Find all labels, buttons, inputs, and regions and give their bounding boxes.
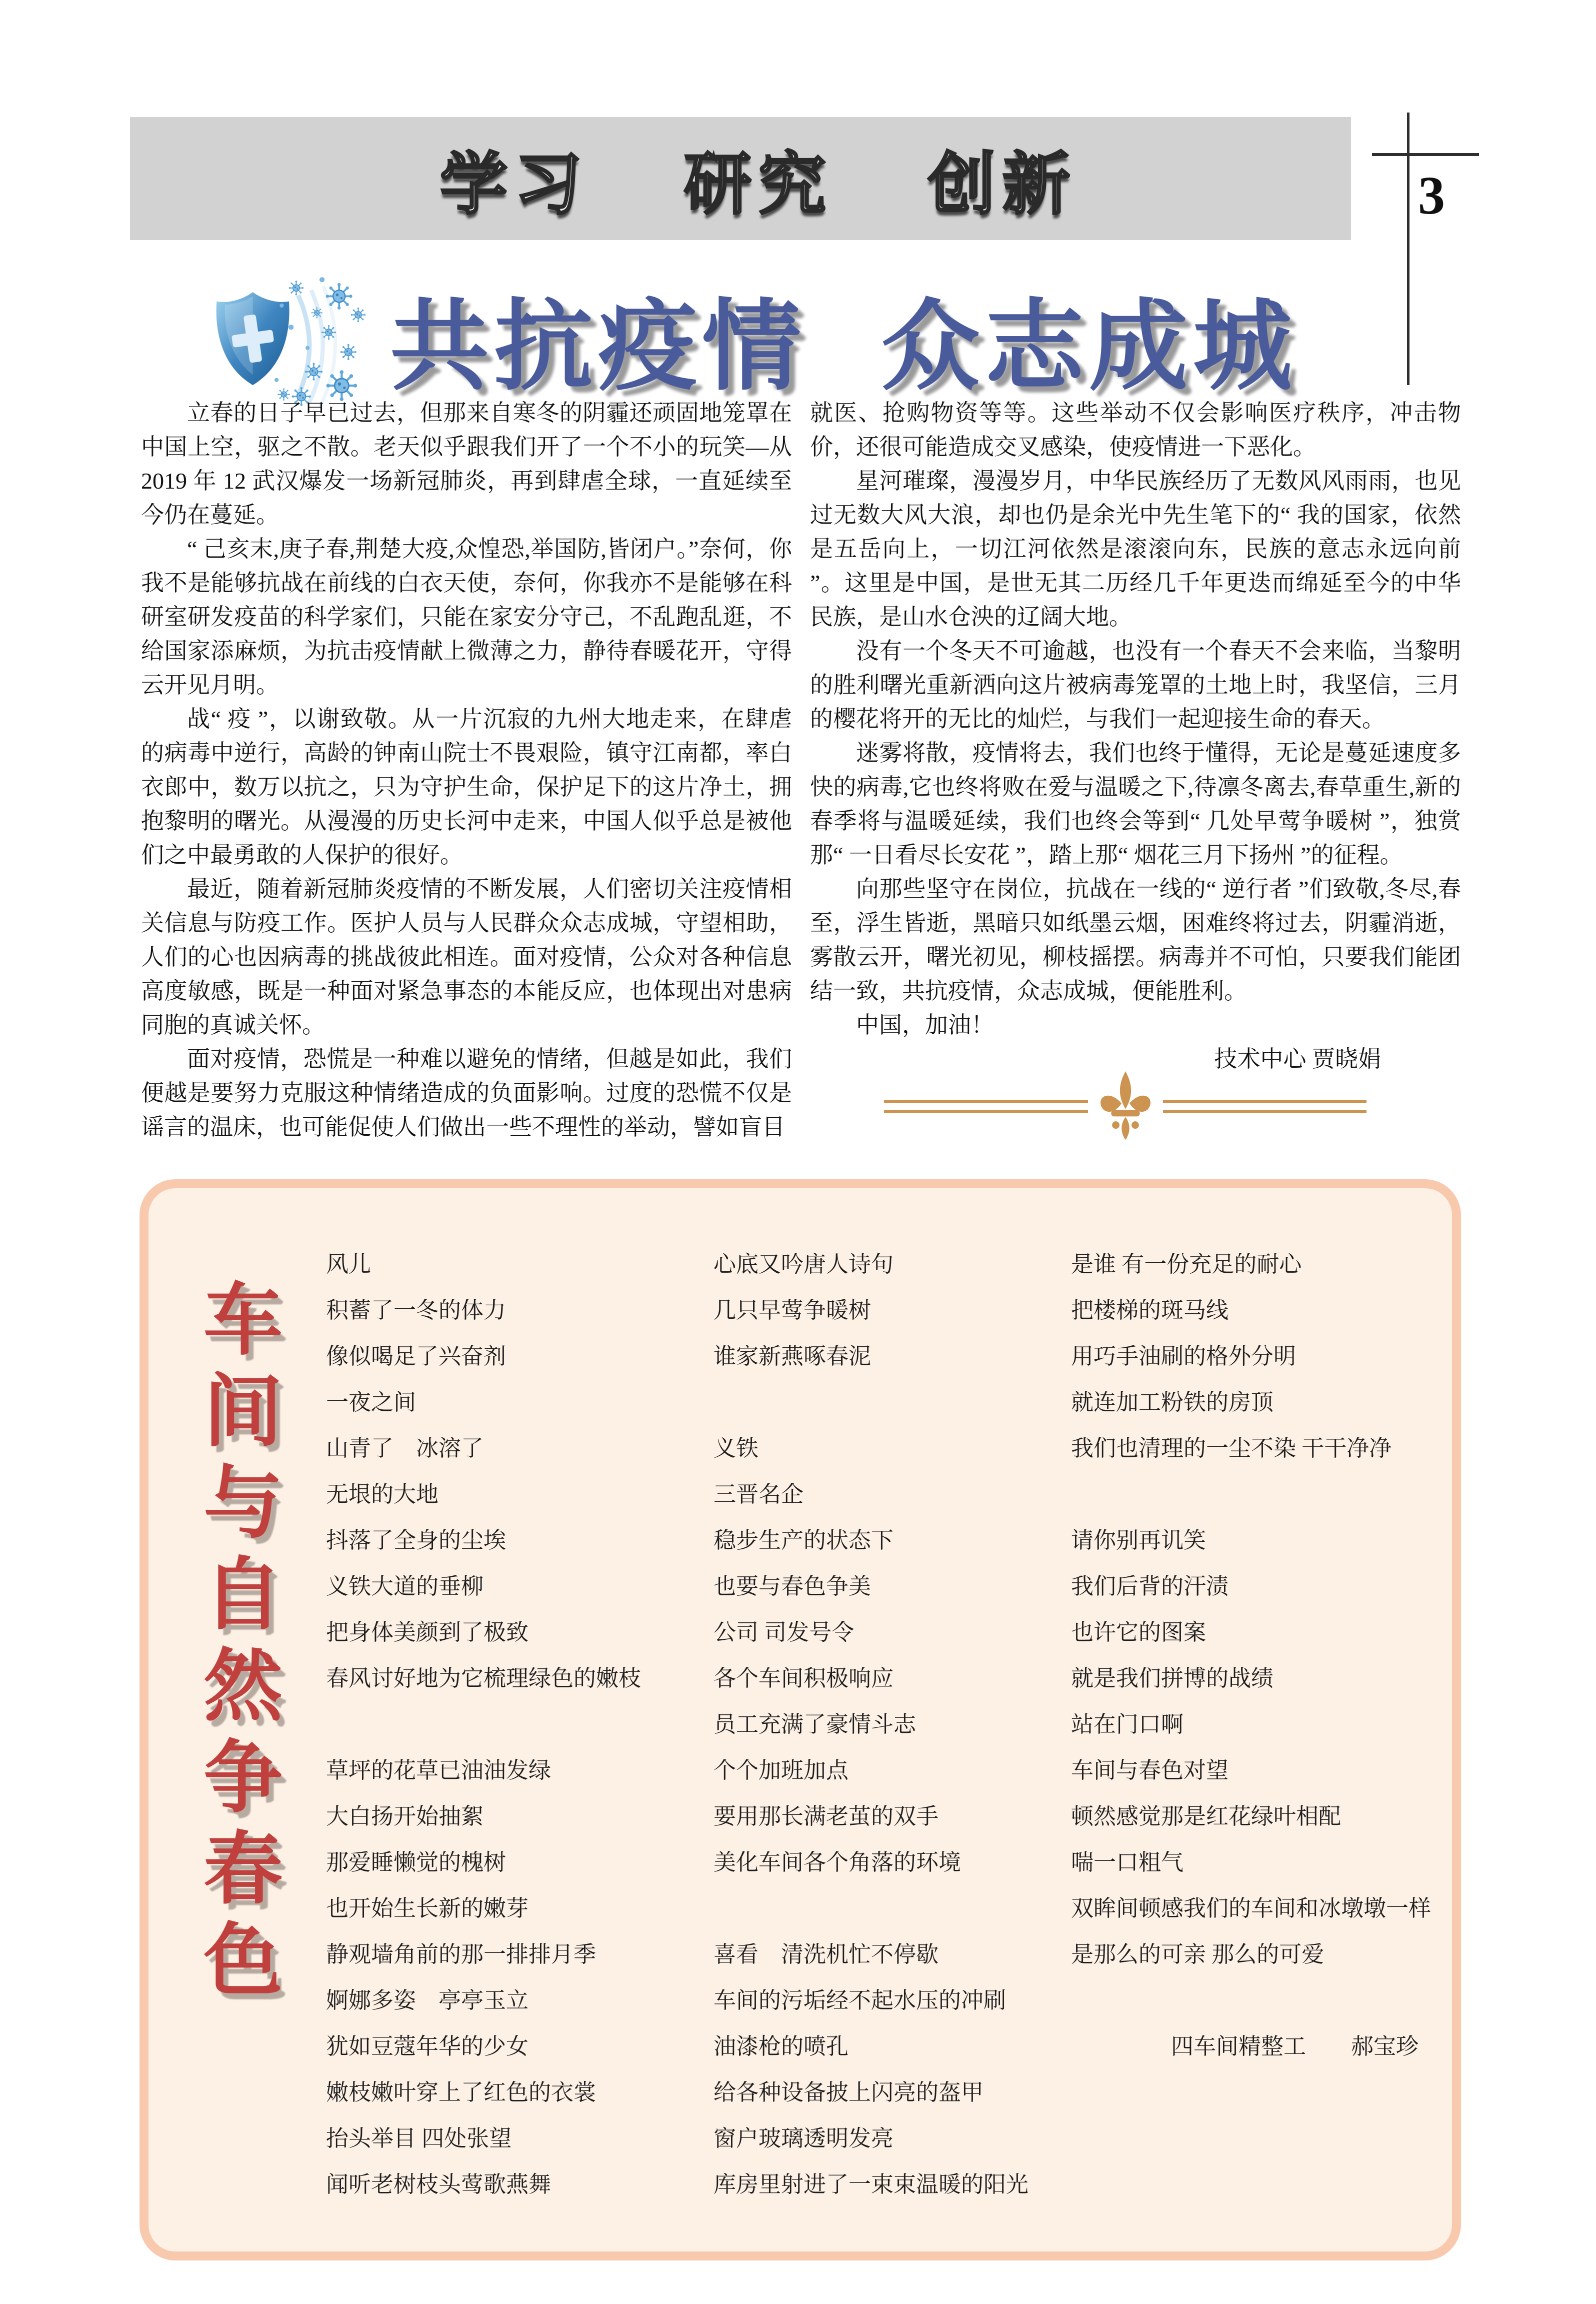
poem-column-2: [714, 1241, 1071, 2207]
poem-line: [714, 1885, 1071, 1931]
poem-title-char: 争: [204, 1735, 282, 1822]
article-byline: 技术中心 贾晓娟: [1214, 1046, 1381, 1072]
poem-line: 用巧手油刷的格外分明: [1071, 1344, 1296, 1369]
paragraph: 战“ 疫 ”，以谢致敬。从一片沉寂的九州大地走来，在肆虐的病毒中逆行，高龄的钟南山院士不畏艰险，镇守江南都，率白衣郎中，数万以抗之，只为守护生命，保护足下的这片净土，拥抱黎明的曙光。从漫漫的历史长河中走来，中国人似乎总是被他们之中最勇敢的人保护的很好。: [141, 706, 792, 868]
poem-line: 车间与春色对望: [1071, 1758, 1229, 1783]
closing-line: 中国，加油！: [856, 1012, 994, 1038]
poem-line: 山青了 冰溶了: [326, 1436, 484, 1461]
poem-line: 也开始生长新的嫩芽: [326, 1896, 529, 1921]
poem-line: 喜看 清洗机忙不停歇: [714, 1942, 939, 1967]
poem-line: 窗户玻璃透明发亮: [714, 2126, 894, 2151]
paragraph: 立春的日子早已过去，但那来自寒冬的阴霾还顽固地笼罩在中国上空，驱之不散。老天似乎跟我们开了一个不小的玩笑—从2019 年 12 武汉爆发一场新冠肺炎，再到肆虐全球，一直延续至今仍在蔓延。: [141, 400, 792, 528]
poem-line: 也许它的图案: [1071, 1620, 1206, 1645]
poem-line: 我们也清理的一尘不染 干干净净: [1071, 1436, 1392, 1461]
paragraph: 就医、抢购物资等等。这些举动不仅会影响医疗秩序，冲击物价，还很可能造成交叉感染，使疫情进一下恶化。: [810, 400, 1461, 460]
poem-line: 请你别再讥笑: [1071, 1528, 1206, 1553]
poem-line: 把楼梯的斑马线: [1071, 1298, 1229, 1323]
poem-line: 员工充满了豪情斗志: [714, 1712, 916, 1737]
poem-line: [1071, 2115, 1451, 2161]
poem-title-char: 然: [204, 1643, 282, 1731]
poem-column-3: [1071, 1241, 1451, 2207]
poem-title-char: 自: [204, 1552, 282, 1639]
poem-line: 双眸间顿感我们的车间和冰墩墩一样: [1071, 1896, 1432, 1921]
poem-line: 库房里射进了一束束温暖的阳光: [714, 2172, 1029, 2197]
article-left-column: [141, 396, 792, 1144]
shield-virus-icon: [212, 265, 368, 410]
poem-column-1: [326, 1241, 714, 2207]
fleur-de-lis-icon: [1088, 1064, 1163, 1149]
paragraph: 最近，随着新冠肺炎疫情的不断发展，人们密切关注疫情相关信息与防疫工作。医护人员与人民群众众志成城，守望相助，人们的心也因病毒的挑战彼此相连。面对疫情，公众对各种信息高度敏感，既是一种面对紧急事态的本能反应，也体现出对患病同胞的真诚关怀。: [141, 876, 792, 1038]
poem-line: [326, 1701, 714, 1747]
banner-word: 研究: [684, 148, 833, 223]
poem-line: 几只早莺争暖树: [714, 1298, 872, 1323]
paragraph: 迷雾将散，疫情将去，我们也终于懂得，无论是蔓延速度多快的病毒,它也终将败在爱与温暖之下,待凛冬离去,春草重生,新的春季将与温暖延续，我们也终会等到“ 几处早莺争暖树 ”，独赏那“ 一日看尽长安花 ”，踏上那“ 烟花三月下扬州 ”的征程。: [810, 740, 1461, 868]
banner-word: 创新: [928, 148, 1077, 223]
article-headline: [390, 273, 1470, 403]
section-divider: [884, 1064, 1366, 1149]
poem-line: [1071, 2161, 1451, 2207]
page-number: 3: [1418, 166, 1445, 226]
poem-line: 积蓄了一冬的体力: [326, 1298, 506, 1323]
poem-title-char: 色: [204, 1918, 282, 2005]
paragraph: 没有一个冬天不可逾越，也没有一个春天不会来临，当黎明的胜利曙光重新洒向这片被病毒笼罩的土地上时，我坚信，三月的樱花将开的无比的灿烂，与我们一起迎接生命的春天。: [810, 638, 1461, 732]
poem-line: 就是我们拼博的战绩: [1071, 1666, 1274, 1691]
poem-line: 像似喝足了兴奋剂: [326, 1344, 506, 1369]
poem-line: 草坪的花草已油油发绿: [326, 1758, 552, 1783]
poem-line: 美化车间各个角落的环境: [714, 1850, 962, 1875]
poem-line: 是那么的可亲 那么的可爱: [1071, 1942, 1324, 1967]
poem-line: 是谁 有一份充足的耐心: [1071, 1252, 1302, 1277]
poem-byline: 四车间精整工 郝宝珍: [1171, 2034, 1419, 2059]
poem-columns: [326, 1241, 1451, 2207]
headline-part-1: 共抗疫情: [390, 292, 806, 402]
divider-line-right: [1163, 1100, 1367, 1113]
poem-line: 车间的污垢经不起水压的冲刷: [714, 1988, 1006, 2013]
poem-line: 犹如豆蔻年华的少女: [326, 2034, 529, 2059]
poem-line: 抖落了全身的尘埃: [326, 1528, 506, 1553]
poem-line: 要用那长满老茧的双手: [714, 1804, 939, 1829]
poem-line: 闻听老树枝头莺歌燕舞: [326, 2172, 552, 2197]
paragraph: 面对疫情，恐慌是一种难以避免的情绪，但越是如此，我们便越是要努力克服这种情绪造成的负面影响。过度的恐慌不仅是谣言的温床，也可能促使人们做出一些不理性的举动，譬如盲目: [141, 1046, 792, 1140]
poem-line: 各个车间积极响应: [714, 1666, 894, 1691]
poem-line: 心底又吟唐人诗句: [714, 1252, 894, 1277]
poem-line: 春风讨好地为它梳理绿色的嫩枝: [326, 1666, 642, 1691]
poem-line: [1071, 1471, 1451, 1517]
poem-line: 谁家新燕啄春泥: [714, 1344, 872, 1369]
poem-line: 也要与春色争美: [714, 1574, 872, 1599]
poem-line: 公司 司发号令: [714, 1620, 854, 1645]
poem-title-char: 春: [204, 1826, 282, 1914]
poem-line: 把身体美颜到了极致: [326, 1620, 529, 1645]
paragraph: “ 己亥末,庚子春,荆楚大疫,众惶恐,举国防,皆闭户。”奈何，你我不是能够抗战在前线的白衣天使，奈何，你我亦不是能够在科研室研发疫苗的科学家们，只能在家安分守己，不乱跑乱逛，不给国家添麻烦，为抗击疫情献上微薄之力，静待春暖花开，守得云开见月明。: [141, 536, 792, 698]
poem-line: 抬头举目 四处张望: [326, 2126, 512, 2151]
poem-line: 那爱睡懒觉的槐树: [326, 1850, 506, 1875]
poem-line: 给各种设备披上闪亮的盔甲: [714, 2080, 984, 2105]
poem-vertical-title: [168, 1275, 318, 2007]
poem-title-char: 车: [204, 1277, 282, 1365]
poem-line: 油漆枪的喷孔: [714, 2034, 849, 2059]
banner-word: 学习: [440, 148, 589, 223]
poem-line: 个个加班加点: [714, 1758, 849, 1783]
poem-line: 义铁: [714, 1436, 759, 1461]
poem-line: 无垠的大地: [326, 1482, 439, 1507]
poem-line: 站在门口啊: [1071, 1712, 1184, 1737]
poem-line: 就连加工粉铁的房顶: [1071, 1390, 1274, 1415]
crop-mark-horizontal: [1372, 153, 1479, 156]
poem-line: 义铁大道的垂柳: [326, 1574, 484, 1599]
poem-line: 喘一口粗气: [1071, 1850, 1184, 1875]
poem-line: 一夜之间: [326, 1390, 416, 1415]
poem-line: 风儿: [326, 1252, 372, 1277]
poem-line: 婀娜多姿 亭亭玉立: [326, 1988, 529, 2013]
poem-line: 顿然感觉那是红花绿叶相配: [1071, 1804, 1342, 1829]
poem-line: 我们后背的汗渍: [1071, 1574, 1229, 1599]
poem-line: 静观墙角前的那一排排月季: [326, 1942, 596, 1967]
poem-line: 稳步生产的状态下: [714, 1528, 894, 1553]
paragraph: 星河璀璨，漫漫岁月，中华民族经历了无数风风雨雨，也见过无数大风大浪，却也仍是余光中先生笔下的“ 我的国家，依然是五岳向上，一切江河依然是滚滚向东，民族的意志永远向前 ”。这里是中国，是世无其二历经几千年更迭而绵延至今的中华民族，是山水仓泱的辽阔大地。: [810, 468, 1461, 630]
poem-line: [1071, 2069, 1451, 2115]
headline-part-2: 众志成城: [881, 292, 1297, 402]
article-right-column: [810, 396, 1461, 1076]
poem-line: 三晋名企: [714, 1482, 804, 1507]
paragraph: 向那些坚守在岗位，抗战在一线的“ 逆行者 ”们致敬,冬尽,春至，浮生皆逝，黑暗只如纸墨云烟，困难终将过去，阴霾消逝，雾散云开，曙光初见，柳枝摇摆。病毒并不可怕，只要我们能团结一致，共抗疫情，众志成城，便能胜利。: [810, 876, 1461, 1004]
poem-title-char: 与: [204, 1460, 282, 1548]
poem-line: [714, 1379, 1071, 1425]
divider-line-left: [884, 1100, 1088, 1113]
poem-line: 大白扬开始抽絮: [326, 1804, 484, 1829]
header-banner: [130, 117, 1351, 240]
poem-title-char: 间: [204, 1369, 282, 1456]
poem-line: [1071, 1977, 1451, 2023]
poem-line: 嫩枝嫩叶穿上了红色的衣裳: [326, 2080, 596, 2105]
